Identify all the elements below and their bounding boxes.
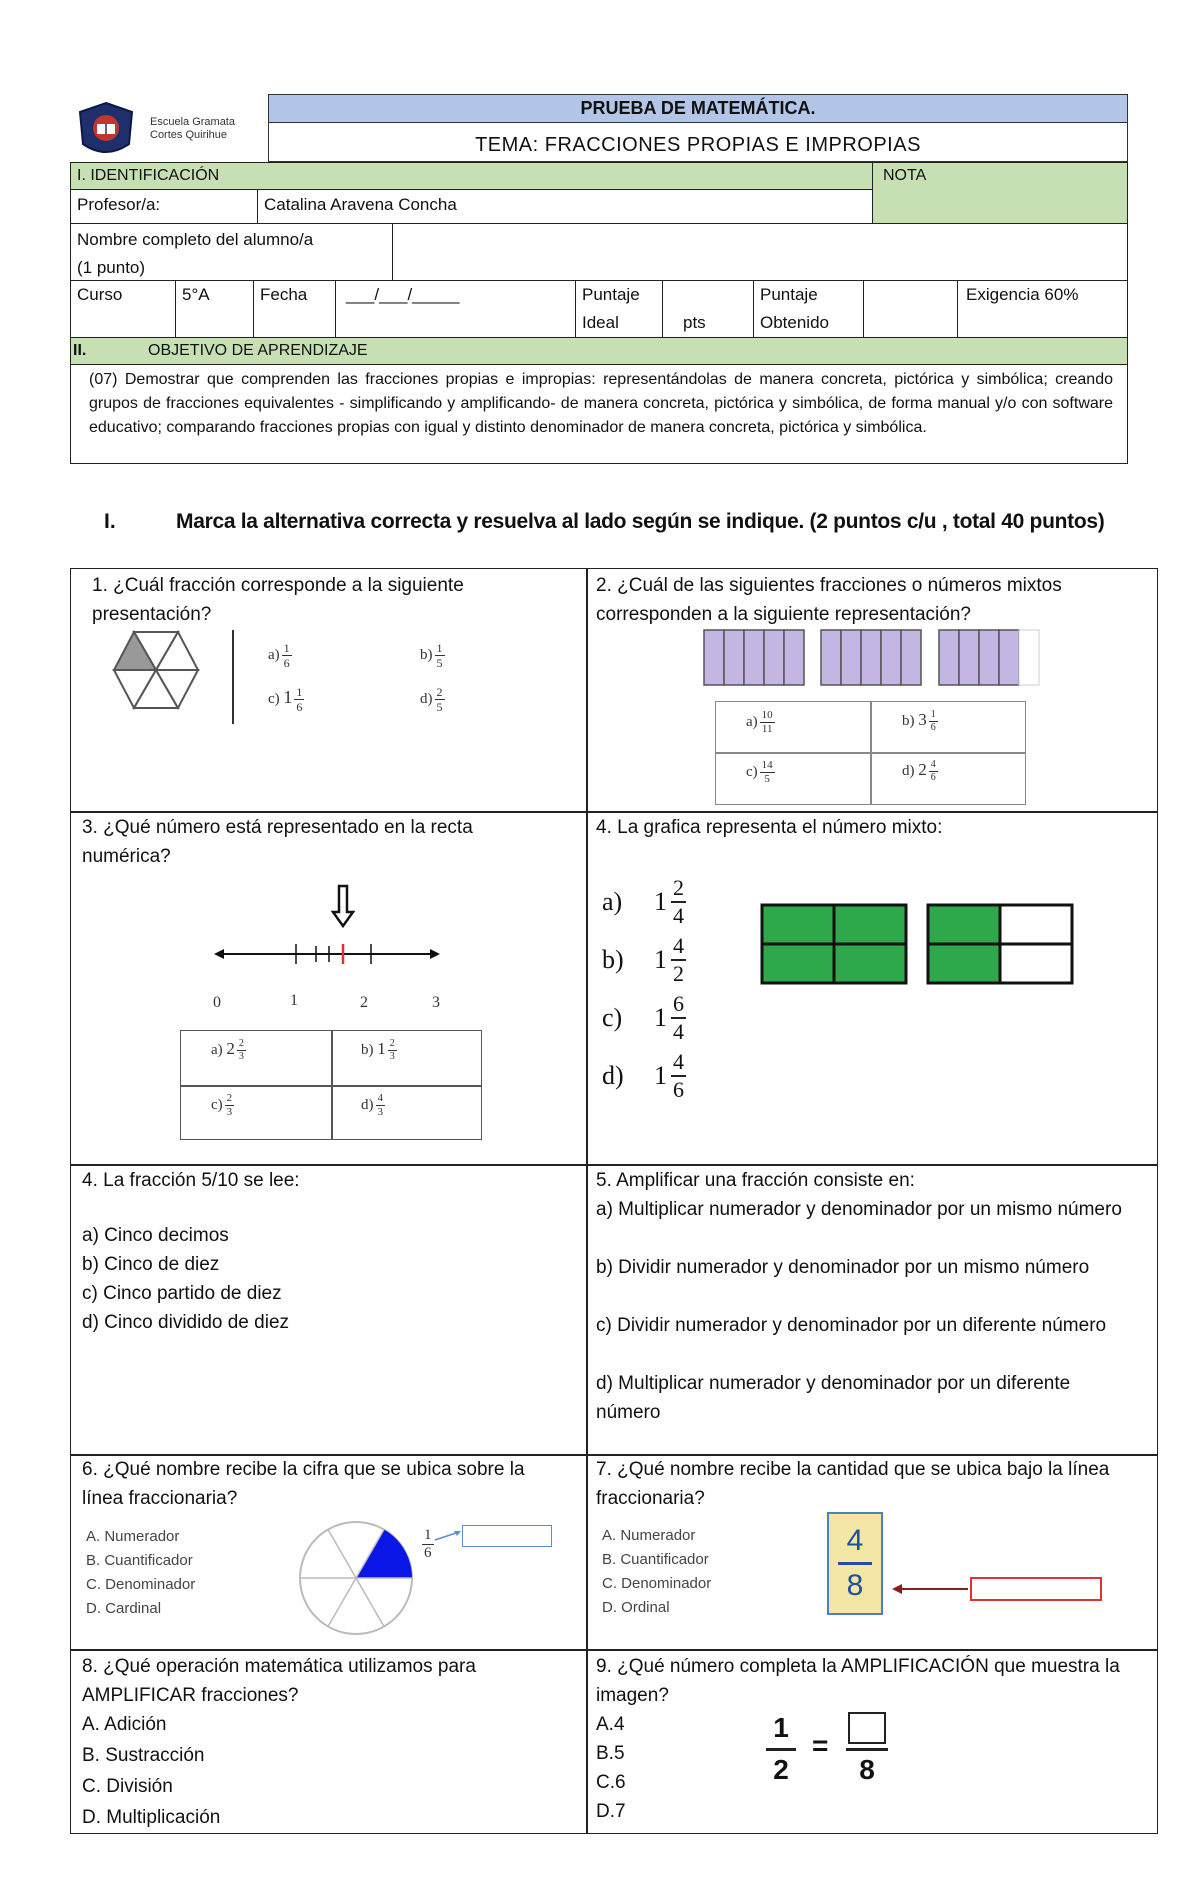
- q4b-text: 4. La fracción 5/10 se lee:: [82, 1170, 300, 1191]
- q7-arrow: [890, 1582, 970, 1601]
- q2-option-b[interactable]: b) 3 $\frac{1}{6}$: [902, 709, 936, 734]
- q2-option-c[interactable]: c) $\frac{14}{5}$: [746, 759, 773, 785]
- q3-option-d[interactable]: d) $\frac{4}{3}$: [361, 1092, 383, 1118]
- q9-option-a[interactable]: A.4: [596, 1714, 625, 1735]
- q7-option-c[interactable]: C. Denominador: [602, 1575, 712, 1592]
- q5-option-b[interactable]: b) Dividir numerador y denominador por un mismo número: [596, 1257, 1090, 1278]
- q8-option-c[interactable]: C. División: [82, 1776, 173, 1797]
- q6-text: 6. ¿Qué nombre recibe la cifra que se ubica sobre la línea fraccionaria?: [82, 1459, 525, 1509]
- q7-option-d[interactable]: D. Ordinal: [602, 1599, 670, 1616]
- q3-options-table: [180, 1030, 482, 1140]
- puntaje-obtenido-value[interactable]: [863, 280, 958, 338]
- q4a-green-grids: [760, 903, 1076, 990]
- q6-option-a[interactable]: A. Numerador: [86, 1528, 180, 1545]
- q1-text: 1. ¿Cuál fracción corresponde a la siguiente presentación?: [92, 575, 464, 625]
- profesor-label: Profesor/a:: [70, 189, 258, 224]
- q8-option-d[interactable]: D. Multiplicación: [82, 1807, 221, 1828]
- q4b-option-c[interactable]: c) Cinco partido de diez: [82, 1283, 282, 1304]
- q9-option-c[interactable]: C.6: [596, 1772, 626, 1793]
- nota-cell: NOTA: [872, 162, 1128, 224]
- q6-fraction: $\frac{1}{6}$: [424, 1527, 432, 1561]
- q7-answer-box[interactable]: [970, 1577, 1102, 1601]
- q1-option-c[interactable]: c) 1 $\frac{1}{6}$: [268, 685, 303, 714]
- profesor-value: Catalina Aravena Concha: [257, 189, 873, 224]
- q4b-option-d[interactable]: d) Cinco dividido de diez: [82, 1312, 290, 1333]
- q4a-option-a[interactable]: a) 1 2 4: [602, 875, 684, 928]
- q8-option-a[interactable]: A. Adición: [82, 1714, 167, 1735]
- q4a-option-b[interactable]: b) 1 4 2: [602, 933, 684, 986]
- puntaje-ideal-label: Puntaje Ideal: [575, 280, 663, 338]
- q3-tick-1: 1: [290, 992, 298, 1009]
- q1-hexagon: [112, 630, 200, 715]
- instruction-num: I.: [104, 510, 116, 533]
- q7-text: 7. ¿Qué nombre recibe la cantidad que se ubica bajo la línea fraccionaria?: [596, 1459, 1110, 1509]
- q1-option-d[interactable]: d) $\frac{2}{5}$: [420, 685, 443, 714]
- curso-value: 5°A: [175, 280, 254, 338]
- q7-fraction-card: 4 8: [827, 1512, 883, 1615]
- fecha-label: Fecha: [253, 280, 336, 338]
- alumno-label: Nombre completo del alumno/a (1 punto): [70, 223, 393, 281]
- q5-option-c[interactable]: c) Dividir numerador y denominador por un diferente número: [596, 1315, 1107, 1336]
- q4b-option-b[interactable]: b) Cinco de diez: [82, 1254, 220, 1275]
- q6-option-d[interactable]: D. Cardinal: [86, 1600, 162, 1617]
- section1-header: I. IDENTIFICACIÓN: [70, 162, 873, 190]
- q4a-options: [602, 873, 686, 1105]
- q9-option-b[interactable]: B.5: [596, 1743, 625, 1764]
- q4a-option-d[interactable]: d) 1 4 6: [602, 1049, 684, 1102]
- q6-pie: [296, 1518, 416, 1643]
- school-logo: [75, 100, 137, 162]
- puntaje-obtenido-label: Puntaje Obtenido: [753, 280, 864, 338]
- q7-option-b[interactable]: B. Cuantificador: [602, 1551, 709, 1568]
- q5-option-d[interactable]: d) Multiplicar numerador y denominador por un diferente número: [596, 1373, 1071, 1423]
- q1-option-b[interactable]: b) $\frac{1}{5}$: [420, 641, 443, 670]
- q5-option-a[interactable]: a) Multiplicar numerador y denominador por un mismo número: [596, 1199, 1122, 1220]
- q2-bars: [703, 629, 1041, 692]
- q5-text: 5. Amplificar una fracción consiste en:: [596, 1170, 915, 1191]
- q6-arrow: [433, 1528, 463, 1547]
- fecha-value[interactable]: ___/___/_____: [335, 280, 576, 338]
- q2-options-table: [715, 701, 1026, 805]
- q4b-option-a[interactable]: a) Cinco decimos: [82, 1225, 229, 1246]
- q3-number-line: [212, 884, 442, 984]
- q3-tick-0: 0: [213, 994, 221, 1011]
- q3-option-a[interactable]: a) 2 $\frac{2}{3}$: [211, 1038, 244, 1063]
- q9-answer-box[interactable]: [848, 1712, 886, 1744]
- q9-equation: 1 2 = 8: [762, 1712, 902, 1792]
- q7-option-a[interactable]: A. Numerador: [602, 1527, 696, 1544]
- q6-option-c[interactable]: C. Denominador: [86, 1576, 196, 1593]
- q3-tick-2: 2: [360, 994, 368, 1011]
- q4a-text: 4. La grafica representa el número mixto:: [596, 817, 943, 838]
- topic-bar: TEMA: FRACCIONES PROPIAS E IMPROPIAS: [268, 123, 1128, 162]
- q9-text: 9. ¿Qué número completa la AMPLIFICACIÓN que muestra la imagen?: [596, 1656, 1120, 1706]
- q6-answer-box[interactable]: [462, 1525, 552, 1547]
- q4a-option-c[interactable]: c) 1 6 4: [602, 991, 684, 1044]
- q9-option-d[interactable]: D.7: [596, 1801, 626, 1822]
- alumno-input[interactable]: [392, 223, 1128, 281]
- section2-header: II. OBJETIVO DE APRENDIZAJE: [70, 337, 1128, 365]
- school-name: Escuela Gramata Cortes Quirihue: [150, 116, 235, 141]
- q2-text: 2. ¿Cuál de las siguientes fracciones o números mixtos corresponden a la siguiente representación?: [596, 575, 1062, 625]
- q2-option-d[interactable]: d) 2 $\frac{4}{6}$: [902, 759, 936, 784]
- curso-label: Curso: [70, 280, 176, 338]
- q2-option-a[interactable]: a) $\frac{10}{11}$: [746, 709, 773, 735]
- exigencia-cell: Exigencia 60%: [957, 280, 1128, 338]
- title-bar: PRUEBA DE MATEMÁTICA.: [268, 94, 1128, 123]
- objective-text: (07) Demostrar que comprenden las fracciones propias e impropias: representándolas de manera concreta, pictórica y simbólica; creando grupos de fracciones equivalentes - simplificando y amplificando- de manera concreta, pictórica y simbólica, de forma manual y/o con software educativo; comparando fracciones propias con igual y distinto denominador de manera concreta, pictórica y simbólica.: [70, 364, 1128, 464]
- q3-option-b[interactable]: b) 1 $\frac{2}{3}$: [361, 1038, 395, 1063]
- instruction-text: Marca la alternativa correcta y resuelva al lado según se indique. (2 puntos c/u , total 40 puntos): [176, 510, 1105, 533]
- pts-cell: pts: [662, 280, 754, 338]
- q3-option-c[interactable]: c) $\frac{2}{3}$: [211, 1092, 233, 1118]
- q8-option-b[interactable]: B. Sustracción: [82, 1745, 205, 1766]
- q1-option-a[interactable]: a) $\frac{1}{6}$: [268, 641, 290, 670]
- q3-tick-3: 3: [432, 994, 440, 1011]
- q6-option-b[interactable]: B. Cuantificador: [86, 1552, 193, 1569]
- q3-text: 3. ¿Qué número está representado en la recta numérica?: [82, 817, 473, 867]
- q8-text: 8. ¿Qué operación matemática utilizamos para AMPLIFICAR fracciones?: [82, 1656, 476, 1706]
